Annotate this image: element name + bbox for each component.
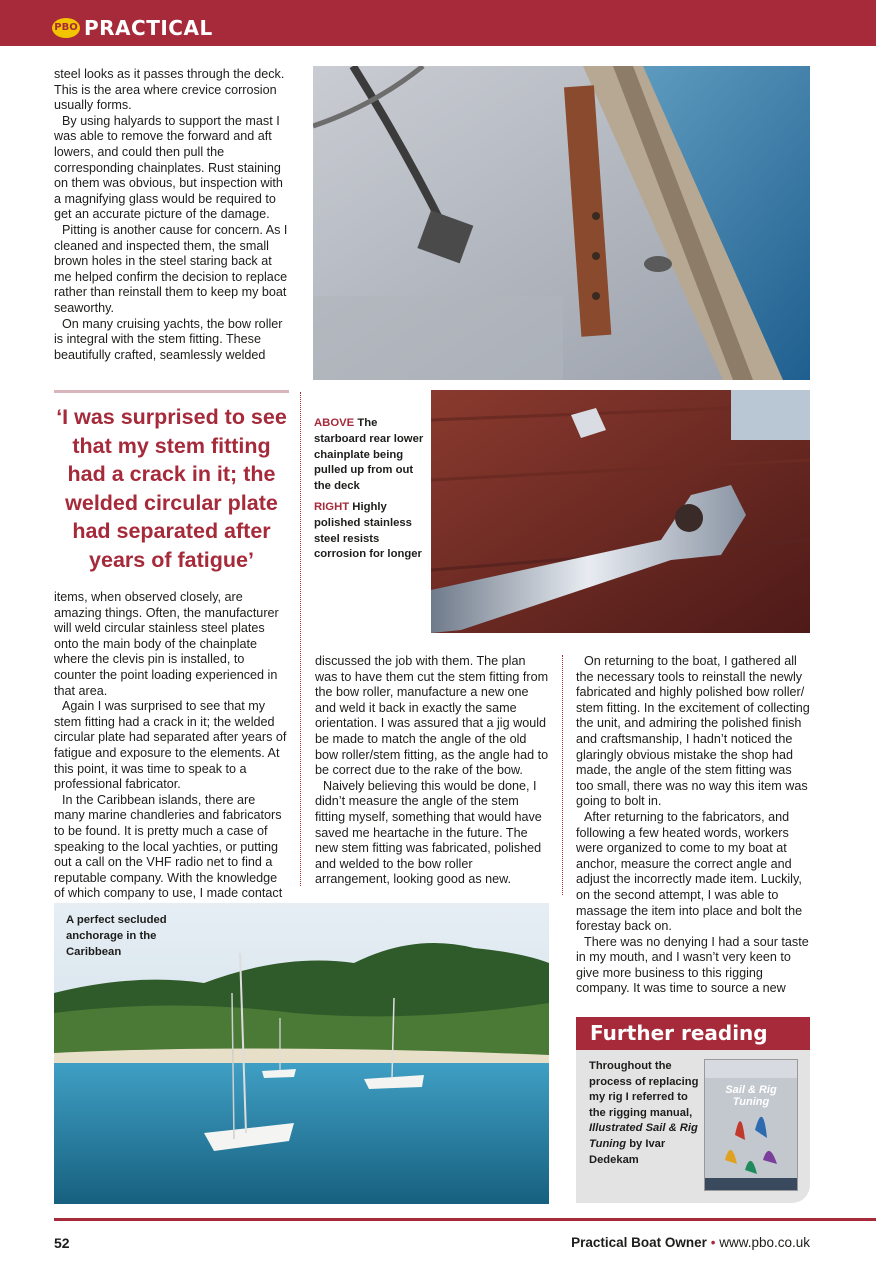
further-reading-text <box>589 1059 701 1168</box>
paragraph: On returning to the boat, I gathered all the necessary tools to reinstall the newly fabricated and highly polished bow roller/ stem fitting. In the excitement of collecting the unit, and admiring the polished finish and craftsmanship, I hadn’t noticed the glaringly obvious mistake the shop had made, the angle of the stem fitting was too small, there was no way this item was going to bolt in. <box>576 654 810 809</box>
column-2 <box>315 654 549 888</box>
caption-label: RIGHT <box>314 501 350 513</box>
paragraph: In the Caribbean islands, there are many marine chandleries and fabricators to be found. It is pretty much a case of speaking to the local yachties, or putting out a call on the VHF radio net to find a reputable company. With the knowledge of which company to use, I made contact <box>54 792 283 901</box>
paragraph: There was no denying I had a sour taste in my mouth, and I wasn’t very keen to give more business to this rigging company. It was time to source a new <box>576 934 809 996</box>
chainplate-deck-image <box>313 66 810 380</box>
magazine-name: Practical Boat Owner <box>571 1235 707 1250</box>
paragraph: discussed the job with them. The plan was to have them cut the stem fitting from the bow roller, manufacture a new one and weld it back in exactly the same orientation. I was assured that a jig would be made to match the angle of the old bow roller/stem fitting, as the angle had to be correct due to the rake of the bow. <box>315 654 549 778</box>
paragraph: Again I was surprised to see that my stem fitting had a crack in it; the welded circular plate had separated after years of fatigue and exposure to the elements. At this point, it was time to speak to a professional fabricator. <box>54 699 287 792</box>
pull-quote: ‘I was surprised to see that my stem fitting had a crack in it; the welded circular plate had separated after years of fatigue’ <box>54 390 289 574</box>
column-1-bottom <box>54 590 288 917</box>
photo-polished-stainless <box>431 390 810 633</box>
paragraph: items, when observed closely, are amazing things. Often, the manufacturer will weld circular stainless steel plates onto the main body of the chainplate where the clevis pin is installed, to counter the point loading experienced in that area. <box>54 590 279 698</box>
column-divider <box>562 655 563 895</box>
website-url: www.pbo.co.uk <box>719 1235 810 1250</box>
paragraph: steel looks as it passes through the deck. This is the area where crevice corrosion usually forms. <box>54 67 285 113</box>
photo-caribbean-anchorage <box>54 903 549 1204</box>
further-reading-book-title: Illustrated Sail & Rig Tuning <box>589 1122 698 1150</box>
caption-right <box>314 500 424 563</box>
caption-text: The starboard rear lower chainplate being pulled up from out the deck <box>314 417 424 493</box>
paragraph: After returning to the fabricators, and following a few heated words, workers were organized to come to my boat at anchor, measure the correct angle and adjust the incorrectly made item. Luckily, on the second attempt, I was able to massage the item into place and bolt the forestay back on. <box>576 809 803 934</box>
further-reading-author: by Ivar Dedekam <box>589 1137 666 1166</box>
paragraph: Pitting is another cause for concern. As I cleaned and inspected them, the small brown holes in the steel staring back at me helped confirm the decision to replace rather than reinstall them to keep my boat seaworthy. <box>54 222 288 315</box>
footer-rule <box>54 1218 876 1221</box>
footer-publication <box>571 1235 810 1250</box>
further-reading-box <box>576 1017 810 1203</box>
photo-chainplate-deck <box>313 66 810 380</box>
further-reading-title: Further reading <box>576 1017 810 1050</box>
further-reading-intro: Throughout the process of replacing my rig I referred to the rigging manual, <box>589 1060 699 1119</box>
caption-label: ABOVE <box>314 417 355 429</box>
paragraph: On many cruising yachts, the bow roller is integral with the stem fitting. These beautifully crafted, seamlessly welded <box>54 316 283 362</box>
book-cover-art <box>705 1060 797 1190</box>
pbo-logo: PBO <box>52 18 80 38</box>
column-3 <box>576 654 810 997</box>
caption-above <box>314 416 424 495</box>
footer-bullet: • <box>710 1235 716 1250</box>
book-cover-title: Sail & Rig Tuning <box>725 1084 777 1108</box>
paragraph: By using halyards to support the mast I was able to remove the forward and aft lowers, and could then pull the corresponding chainplates. Rust staining on them was obvious, but inspection with a magnifying glass would be required to get an accurate picture of the damage. <box>54 113 283 222</box>
book-cover-image <box>704 1059 798 1191</box>
section-title: PRACTICAL <box>84 16 213 40</box>
page-number: 52 <box>54 1235 70 1251</box>
caption-text: Highly polished stainless steel resists corrosion for longer <box>314 501 422 561</box>
paragraph: Naively believing this would be done, I didn’t measure the angle of the stem fitting myself, something that would have saved me heartache in the future. The new stem fitting was fabricated, polished and welded to the bow roller arrangement, looking good as new. <box>315 778 542 887</box>
polished-stainless-image <box>431 390 810 633</box>
caption-anchorage: A perfect secluded anchorage in the Caribbean <box>66 914 167 958</box>
column-divider <box>300 392 301 886</box>
column-1-top <box>54 67 288 363</box>
